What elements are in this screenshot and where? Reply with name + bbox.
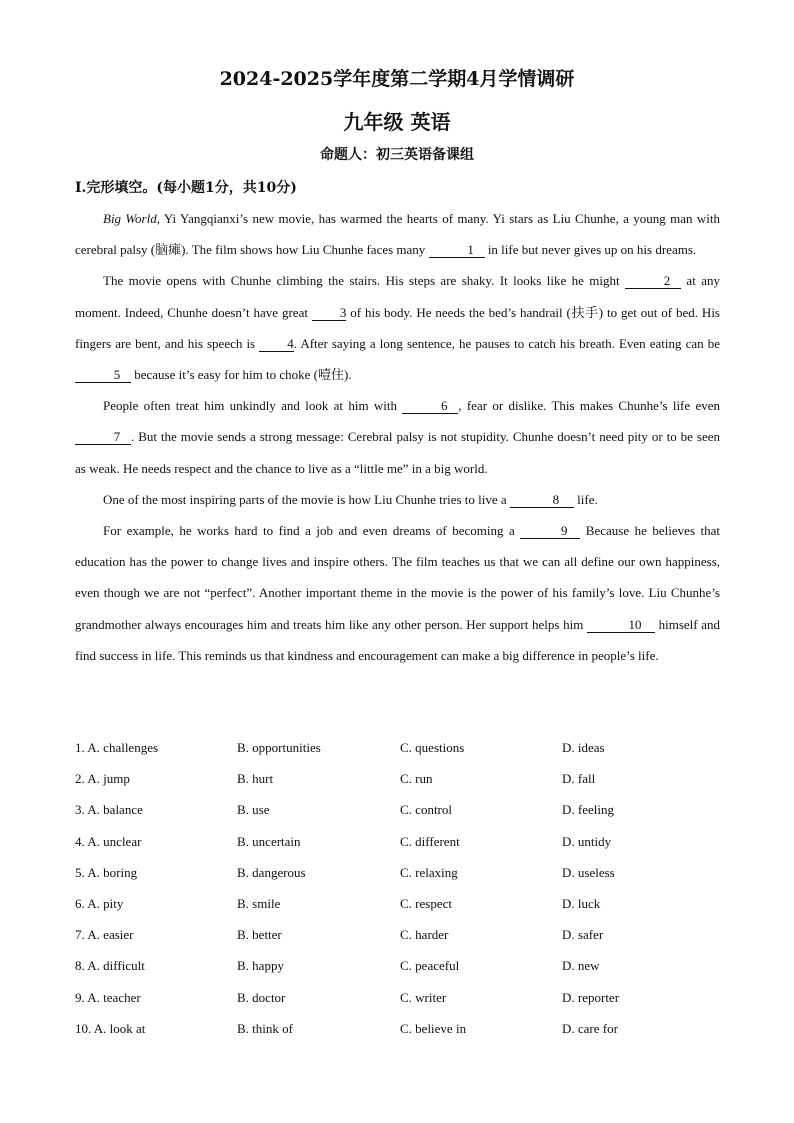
option: B. doctor xyxy=(237,989,286,1005)
blank-9: 9 xyxy=(520,523,580,539)
paragraph-text: For example, he works hard to find a job and even dreams of becoming a xyxy=(103,523,521,539)
option: C. different xyxy=(400,833,460,849)
option: C. respect xyxy=(400,895,452,911)
section-heading: I.完形填空。(每小题1分，共10分) xyxy=(75,180,297,196)
paragraph-text: People often treat him unkindly and look at him with xyxy=(103,398,403,414)
paragraph-text: . But the movie sends a strong message: Cerebral palsy is not stupidity. Chunhe doesn’t need pity or to be seen as weak. He needs respect and the chance to live as a “little me” in a big world. xyxy=(75,429,720,476)
paragraph-text: . After saying a long sentence, he pauses to catch his breath. Even eating can be xyxy=(293,335,720,351)
paragraph-text: of his body. He needs the bed’s handrail (扶手) to get out of bed. His fingers are bent, and his speech is xyxy=(75,304,720,351)
paragraph-4 xyxy=(75,484,720,515)
option: D. safer xyxy=(562,927,604,943)
paragraph-text: , fear or dislike. This makes Chunhe’s life even xyxy=(458,398,720,414)
option: C. run xyxy=(400,771,433,787)
option: C. relaxing xyxy=(400,864,458,880)
question-9-options xyxy=(75,984,725,1015)
paragraph-text: One of the most inspiring parts of the movie is how Liu Chunhe tries to live a xyxy=(103,491,510,507)
paragraph-text: , Yi Yangqianxi’s new movie, has warmed the hearts of many. Yi stars as Liu Chunhe, a young man with cerebral palsy (脑瘫). The film shows how Liu Chunhe faces many xyxy=(75,211,720,258)
blank-7: 7 xyxy=(75,429,131,445)
question-10-options xyxy=(75,1015,725,1046)
option: C. questions xyxy=(400,740,465,755)
option: 2. A. jump xyxy=(75,771,130,787)
exam-author: 命题人：初三英语备课组 xyxy=(320,147,474,163)
blank-1: 1 xyxy=(429,242,485,258)
question-6-options xyxy=(75,890,725,921)
blank-3: 3 xyxy=(312,305,347,321)
blank-10: 10 xyxy=(587,617,655,633)
option: B. smile xyxy=(237,895,281,911)
exam-title: 2024-2025学年度第二学期4月学情调研 xyxy=(219,68,575,90)
paragraph-text: because it’s easy for him to choke (噎住). xyxy=(131,367,352,383)
option: B. opportunities xyxy=(237,740,321,755)
option: 10. A. look at xyxy=(75,1020,146,1036)
exam-subtitle: 九年级 英语 xyxy=(343,110,451,134)
blank-8: 8 xyxy=(510,492,574,508)
option: D. fall xyxy=(562,771,596,787)
option: 5. A. boring xyxy=(75,864,138,880)
cloze-passage xyxy=(75,203,720,671)
option: B. better xyxy=(237,927,282,943)
option: 8. A. difficult xyxy=(75,958,145,974)
question-4-options xyxy=(75,828,725,859)
paragraph-text: Because he believes that education has the power to change lives and inspire others. The film teaches us that we can all define our own happiness, even though we are not “perfect”. Another important theme in the movie is the power of his family’s love. Liu Chunhe’s grandmother always encourages him and treats him like any other person. Her support helps him xyxy=(75,523,721,632)
answer-options xyxy=(75,734,725,1046)
option: D. new xyxy=(562,958,600,974)
option: B. uncertain xyxy=(237,833,301,849)
option: D. care for xyxy=(562,1020,618,1036)
option: 4. A. unclear xyxy=(75,833,142,849)
option: 7. A. easier xyxy=(75,927,134,943)
option: B. use xyxy=(237,802,270,818)
option: C. writer xyxy=(400,989,447,1005)
option: D. feeling xyxy=(562,802,614,818)
option: D. ideas xyxy=(562,740,605,755)
blank-5: 5 xyxy=(75,367,131,383)
option: 9. A. teacher xyxy=(75,989,141,1005)
option: C. harder xyxy=(400,927,449,943)
option: C. believe in xyxy=(400,1020,467,1036)
movie-title: Big World xyxy=(103,211,157,226)
blank-6: 6 xyxy=(402,398,458,414)
question-8-options xyxy=(75,952,725,983)
option: B. hurt xyxy=(237,771,274,787)
question-1-options xyxy=(75,734,725,765)
paragraph-5 xyxy=(75,515,720,671)
question-2-options xyxy=(75,765,725,796)
question-3-options xyxy=(75,796,725,827)
option: 1. A. challenges xyxy=(75,740,159,755)
option: D. untidy xyxy=(562,833,612,849)
option: 3. A. balance xyxy=(75,802,143,818)
option: B. dangerous xyxy=(237,864,306,880)
option: B. happy xyxy=(237,958,284,974)
question-5-options xyxy=(75,859,725,890)
option: D. reporter xyxy=(562,989,620,1005)
question-7-options xyxy=(75,921,725,952)
paragraph-2 xyxy=(75,265,720,390)
option: C. control xyxy=(400,802,452,818)
option: 6. A. pity xyxy=(75,895,124,911)
blank-4: 4 xyxy=(259,336,294,352)
option: C. peaceful xyxy=(400,958,460,974)
paragraph-text: The movie opens with Chunhe climbing the stairs. His steps are shaky. It looks like he might xyxy=(103,273,626,289)
blank-2: 2 xyxy=(625,273,681,289)
option: D. useless xyxy=(562,864,615,880)
paragraph-text: life. xyxy=(573,491,598,507)
option: D. luck xyxy=(562,895,601,911)
paragraph-1 xyxy=(75,203,720,265)
option: B. think of xyxy=(237,1020,293,1036)
paragraph-3 xyxy=(75,390,720,484)
paragraph-text: himself and find success in life. This reminds us that kindness and encouragement can make a big difference in people’s life. xyxy=(75,616,720,663)
paragraph-text: at any moment. Indeed, Chunhe doesn’t have great xyxy=(75,273,720,320)
paragraph-text: in life but never gives up on his dreams. xyxy=(484,242,697,258)
